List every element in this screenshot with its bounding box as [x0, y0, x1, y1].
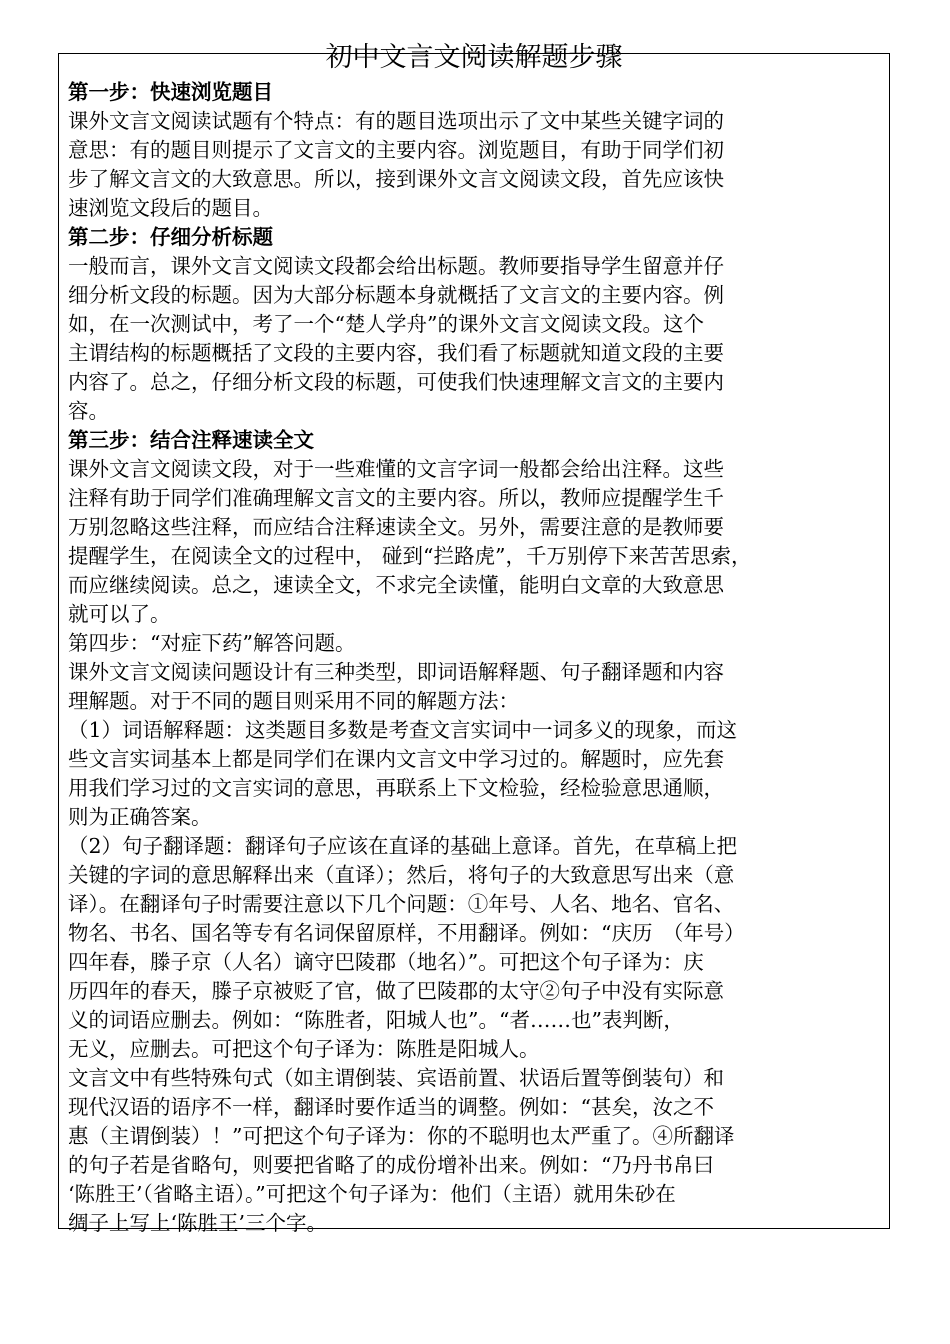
text-line: 速浏览文段后的题目。 — [68, 196, 273, 220]
section-heading: 第三步：结合注释速读全文 — [68, 428, 314, 452]
text-line: 步了解文言文的大致意思。所以，接到课外文言文阅读文段，首先应该快 — [68, 167, 724, 191]
text-line: 课外文言文阅读问题设计有三种类型，即词语解释题、句子翻译题和内容 — [68, 660, 724, 684]
section-heading: 第二步：仔细分析标题 — [68, 225, 273, 249]
text-line: ‘陈胜王’（省略主语）。”可把这个句子译为：他们（主语）就用朱砂在 — [68, 1182, 676, 1206]
document-body — [68, 78, 884, 1238]
text-line: 一般而言，课外文言文阅读文段都会给出标题。教师要指导学生留意并仔 — [68, 254, 724, 278]
text-line: 而应继续阅读。总之，速读全文，不求完全读懂，能明白文章的大致意思 — [68, 573, 724, 597]
text-line: 则为正确答案。 — [68, 805, 212, 829]
text-line: 义的词语应删去。例如：“陈胜者，阳城人也”。“者……也”表判断， — [68, 1008, 684, 1032]
text-line: 如，在一次测试中，考了一个“楚人学舟”的课外文言文阅读文段。这个 — [68, 312, 704, 336]
text-line: （2）句子翻译题：翻译句子应该在直译的基础上意译。首先，在草稿上把 — [68, 834, 738, 858]
text-line: 物名、书名、国名等专有名词保留原样，不用翻译。例如：“庆历 （年号） — [68, 921, 745, 945]
text-line: 关键的字词的意思解释出来（直译）；然后，将句子的大致意思写出来（意 — [68, 863, 735, 887]
section-heading: 第一步：快速浏览题目 — [68, 80, 273, 104]
text-line: 课外文言文阅读试题有个特点：有的题目选项出示了文中某些关键字词的 — [68, 109, 724, 133]
document-title: 初中文言文阅读解题步骤 — [325, 42, 623, 73]
text-line: 惠（主谓倒装）！”可把这个句子译为：你的不聪明也太严重了。④所翻译 — [68, 1124, 735, 1148]
text-line: （1）词语解释题：这类题目多数是考查文言实词中一词多义的现象，而这 — [68, 718, 738, 742]
text-line: 就可以了。 — [68, 602, 171, 626]
text-line: 四年春，滕子京（人名）谪守巴陵郡（地名）”。可把这个句子译为：庆 — [68, 950, 704, 974]
text-line: 用我们学习过的文言实词的意思，再联系上下文检验，经检验意思通顺， — [68, 776, 724, 800]
text-line: 译）。在翻译句子时需要注意以下几个问题：①年号、人名、地名、官名、 — [68, 892, 735, 916]
text-line: 无义，应删去。可把这个句子译为：陈胜是阳城人。 — [68, 1037, 540, 1061]
text-line: 些文言实词基本上都是同学们在课内文言文中学习过的。解题时，应先套 — [68, 747, 724, 771]
text-line: 历四年的春天，滕子京被贬了官，做了巴陵郡的太守②句子中没有实际意 — [68, 979, 724, 1003]
text-line: 注释有助于同学们准确理解文言文的主要内容。所以，教师应提醒学生千 — [68, 486, 724, 510]
text-line: 提醒学生，在阅读全文的过程中， 碰到“拦路虎”，千万别停下来苦苦思索， — [68, 544, 752, 568]
text-line: 主谓结构的标题概括了文段的主要内容，我们看了标题就知道文段的主要 — [68, 341, 724, 365]
text-line: 课外文言文阅读文段，对于一些难懂的文言字词一般都会给出注释。这些 — [68, 457, 724, 481]
text-line: 细分析文段的标题。因为大部分标题本身就概括了文言文的主要内容。例 — [68, 283, 724, 307]
text-line: 绸子上写上‘陈胜王’三个字。 — [68, 1211, 328, 1235]
text-line: 文言文中有些特殊句式（如主谓倒装、宾语前置、状语后置等倒装句）和 — [68, 1066, 724, 1090]
text-line: 意思：有的题目则提示了文言文的主要内容。浏览题目，有助于同学们初 — [68, 138, 724, 162]
text-line: 内容了。总之，仔细分析文段的标题，可使我们快速理解文言文的主要内 — [68, 370, 724, 394]
text-line: 的句子若是省略句，则要把省略了的成份增补出来。例如：“乃丹书帛曰 — [68, 1153, 714, 1177]
text-line: 理解题。对于不同的题目则采用不同的解题方法： — [68, 689, 519, 713]
text-line: 现代汉语的语序不一样，翻译时要作适当的调整。例如：“甚矣，汝之不 — [68, 1095, 714, 1119]
text-line: 第四步：“对症下药”解答问题。 — [68, 631, 356, 655]
text-line: 容。 — [68, 399, 109, 423]
text-line: 万别忽略这些注释，而应结合注释速读全文。另外，需要注意的是教师要 — [68, 515, 724, 539]
